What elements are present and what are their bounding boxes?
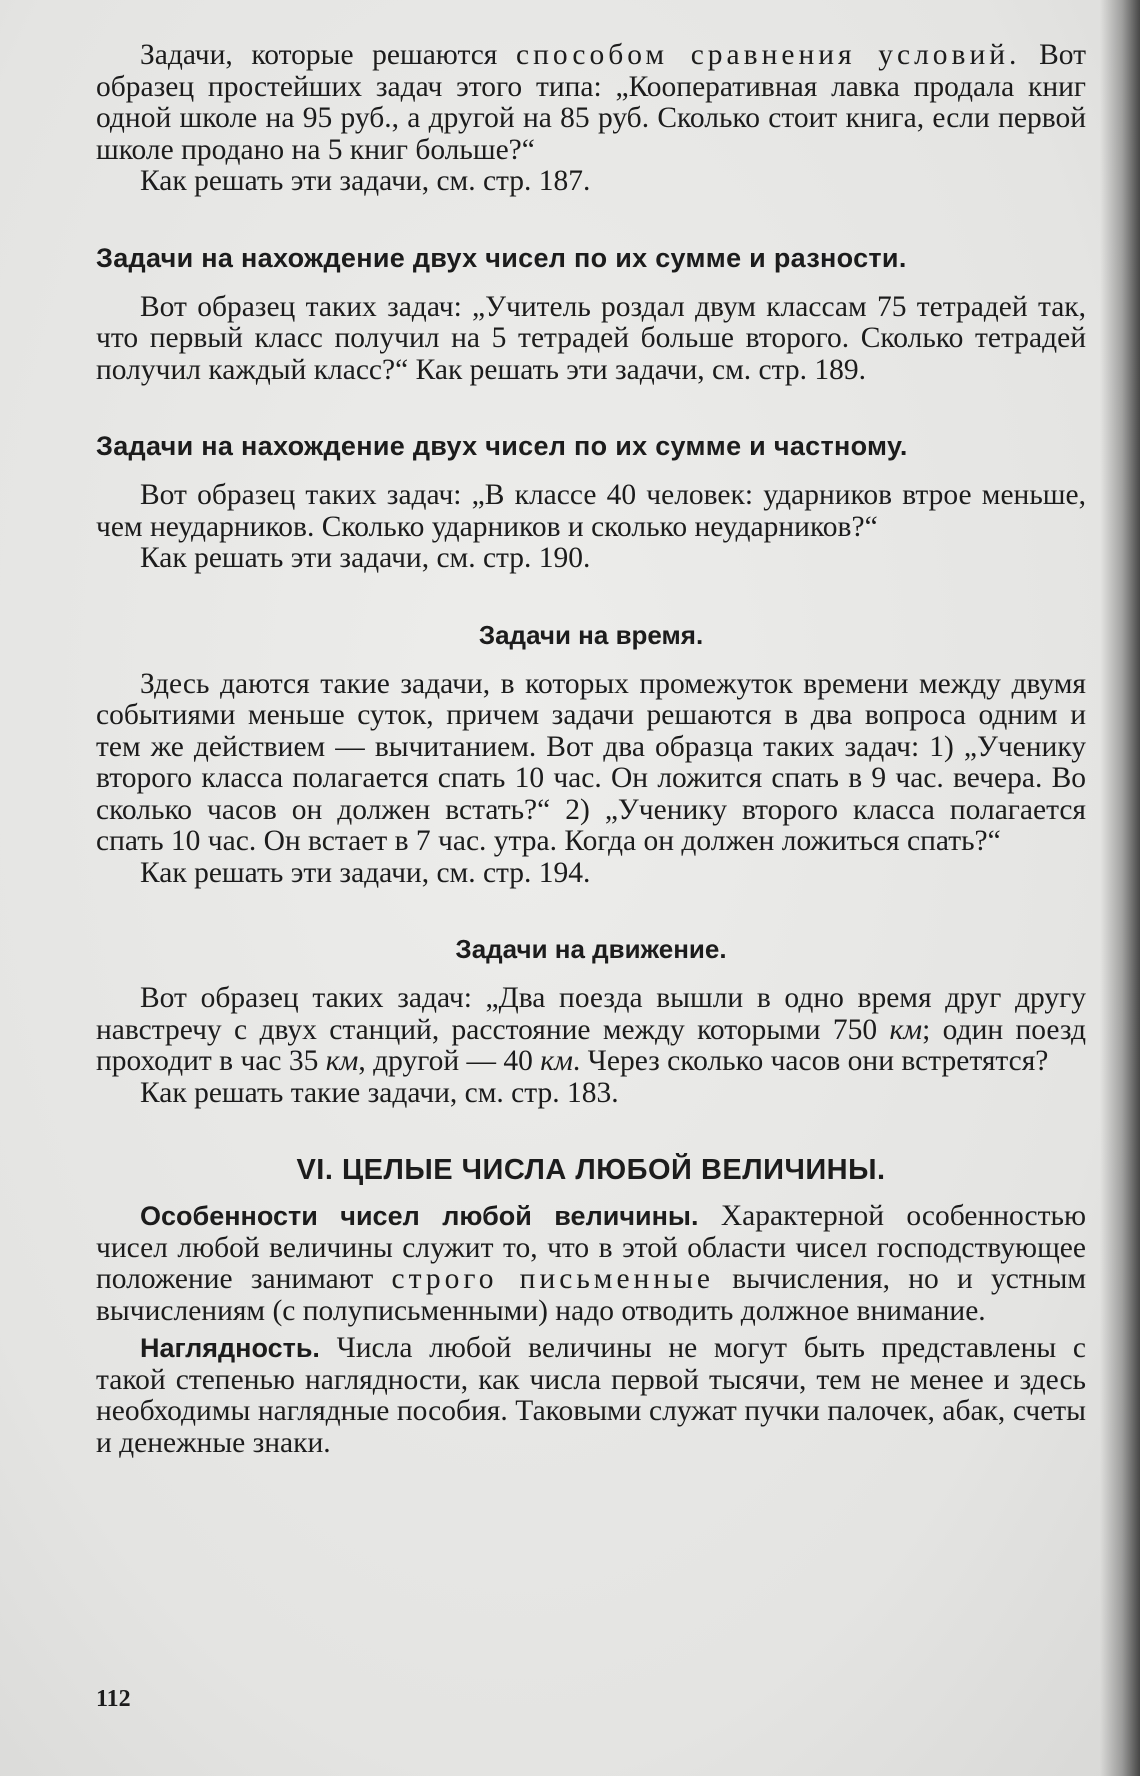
text-run: ; один поезд проходит в час 35 xyxy=(96,1013,1086,1077)
paragraph-sum-difference: Вот образец таких задач: „Учитель роздал двум классам 75 тетрадей так, что первый класс получил на 5 тетрадей больше второго. Сколько тетрадей получил каждый класс?“ Как решать эти задачи, см. стр. 189. xyxy=(96,290,1086,386)
paragraph-motion-tasks xyxy=(96,983,1086,1078)
run-in-heading: Особенности чисел любой величины. xyxy=(140,1201,699,1231)
text-run: Числа любой величины не могут быть представлены с такой степенью наглядности, как числа первой тысячи, тем не менее и здесь необходимы наглядные пособия. Таковыми служат пучки палочек, абак, счеты и денежные знаки. xyxy=(96,1332,1086,1459)
section-heading: Задачи на нахождение двух чисел по их сумме и частному. xyxy=(96,431,908,461)
text-run: . Через сколько часов они встретятся? xyxy=(572,1045,1049,1077)
unit-km: км xyxy=(889,1013,923,1046)
text-run: Вот образец таких задач: „Два поезда вышли в одно время друг другу навстречу с двух станций, расстояние между которыми 750 xyxy=(96,982,1086,1046)
paragraph-visual-aids xyxy=(96,1333,1086,1459)
paragraph-sum-quotient: Вот образец таких задач: „В классе 40 человек: ударников втрое меньше, чем неударников. Сколько ударников и сколько неударников?“ xyxy=(96,479,1086,543)
paragraph-time-tasks: Здесь даются такие задачи, в которых промежуток времени между двумя событиями меньше суток, причем задачи решаются в два вопроса одним и тем же действием — вычитанием. Вот два образца таких задач: 1) „Ученику второго класса полагается спать 10 час. Он ложится спать в 9 час. вечера. Во сколько часов он должен встать?“ 2) „Ученику второго класса полагается спать 10 час. Он встает в 7 час. утра. Когда он должен ложиться спать?“ xyxy=(96,667,1086,857)
text-run: , другой — 40 xyxy=(358,1045,541,1077)
part-six xyxy=(96,1153,1086,1459)
run-in-heading: Наглядность. xyxy=(140,1333,320,1363)
unit-km: км xyxy=(540,1045,573,1077)
part-heading: VI. ЦЕЛЫЕ ЧИСЛА ЛЮБОЙ ВЕЛИЧИНЫ. xyxy=(296,1154,886,1186)
section-heading: Задачи на нахождение двух чисел по их сумме и разности. xyxy=(96,242,907,273)
page-reference: Как решать такие задачи, см. стр. 183. xyxy=(140,1076,619,1109)
page-reference: Как решать эти задачи, см. стр. 194. xyxy=(140,856,591,889)
section-heading: Задачи на время. xyxy=(478,619,704,650)
text-run: вычисления, но и устным вычислениям (с полуписьменными) надо отводить должное внимание. xyxy=(96,1263,1086,1327)
spaced-emphasis: строго письменные xyxy=(391,1263,715,1295)
section-sum-difference xyxy=(96,242,1086,387)
page-number: 112 xyxy=(96,1686,131,1712)
text-run: Задачи, которые решаются xyxy=(140,39,517,71)
paragraph-comparison-intro xyxy=(96,40,1086,166)
page-edge-shadow xyxy=(1100,0,1140,1776)
section-comparison-tasks xyxy=(96,40,1086,198)
section-motion-tasks xyxy=(96,933,1086,1109)
page-text xyxy=(96,40,1086,1459)
text-run: Вот образец простейших задач этого типа: „Кооперативная лавка продала книг одной школе на 95 руб., а другой на 85 руб. Сколько стоит книга, если первой школе продано на 5 книг больше?“ xyxy=(96,39,1086,166)
section-sum-quotient xyxy=(96,430,1086,575)
page-reference: Как решать эти задачи, см. стр. 187. xyxy=(140,165,591,197)
section-time-tasks xyxy=(96,619,1086,890)
paragraph-features xyxy=(96,1201,1086,1327)
section-heading: Задачи на движение. xyxy=(455,934,727,964)
page-reference: Как решать эти задачи, см. стр. 190. xyxy=(140,542,591,574)
spaced-emphasis: способом сравнения условий. xyxy=(516,39,1021,71)
unit-km: км xyxy=(325,1045,359,1077)
text-run: Характерной особенностью чисел любой величины служит то, что в этой области чисел господствующее положение занимают xyxy=(96,1200,1086,1295)
